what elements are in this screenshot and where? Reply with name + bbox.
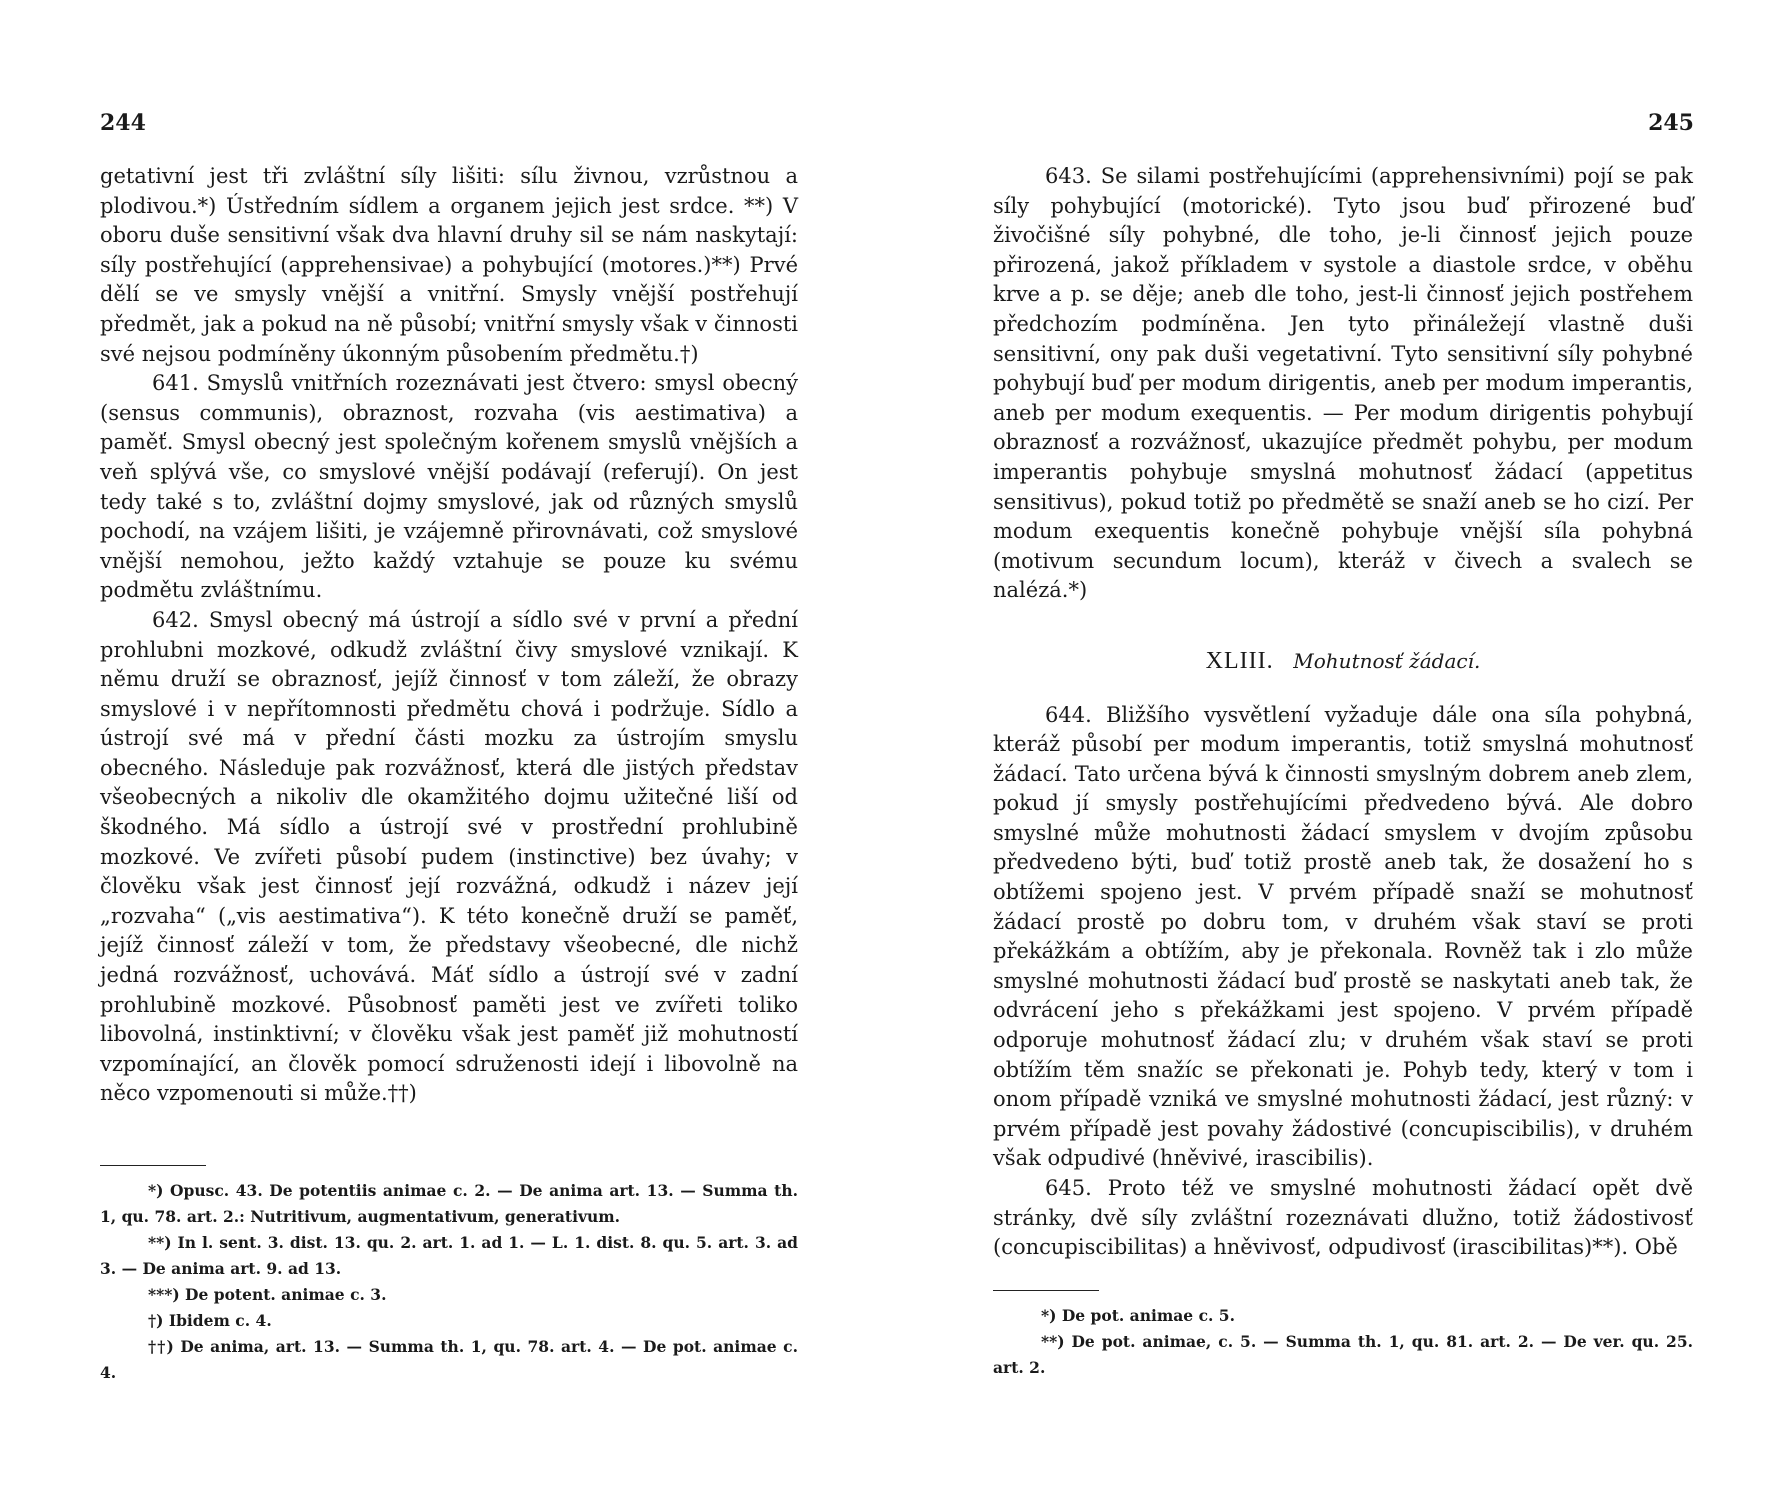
footnotes [100,1178,798,1386]
footnote-rule [100,1165,206,1166]
paragraph-644: 644. Bližšího vysvětlení vyžaduje dále ona síla pohybná, kteráž působí per modum imperantis, totiž smyslná mohutnosť žádací. Tato určena bývá k činnosti smyslným dobrem aneb zlem, pokud jí smysly postřehujícími předvedeno bývá. Ale dobro smyslné může mohutnosti žádací smyslem v dvojím způsobu předvedeno býti, buď totiž prostě aneb tak, že dosažení ho s obtížemi spojeno jest. V prvém případě snaží se mohutnosť žádací prostě po dobru tom, v druhém však staví se proti překážkám a obtížím, aby je překonala. Rovněž tak i zlo může smyslné mohutnosti žádací buď prostě se naskytati aneb tak, že odvrácení jeho s překážkami jest spojeno. V prvém případě odporuje mohutnosť žádací zlu; v druhém však staví se proti obtížím těm snažíc se překonati je. Pohyb tedy, který v tom i onom případě vzniká ve smyslné mohutnosti žádací, jest různý: v prvém případě jest povahy žádostivé (concupiscibilis), v druhém však odpudivé (hněvivé, irascibilis). [993,702,1693,1171]
footnote: **) In l. sent. 3. dist. 13. qu. 2. art. 1. ad 1. — L. 1. dist. 8. qu. 5. art. 3. ad 3. — De anima art. 9. ad 13. [100,1233,798,1278]
paragraph: getativní jest tři zvláštní síly lišiti: sílu živnou, vzrůstnou a plodivou.*) Ústředním sídlem a organem jejich jest srdce. **) V oboru duše sensitivní však dva hlavní druhy sil se nám naskytají: síly postřehující (apprehensivae) a pohybující (motores.)**) Prvé dělí se ve smysly vnější a vnitřní. Smysly vnější postřehují předmět, jak a pokud na ně působí; vnitřní smysly však v činnosti své nejsou podmíněny úkonným působením předmětu.†) [100,164,798,366]
footnote: ***) De potent. animae c. 3. [148,1285,387,1304]
footnote: *) De pot. animae c. 5. [1041,1306,1235,1325]
footnote-rule [993,1290,1099,1291]
paragraph-641: 641. Smyslů vnitřních rozeznávati jest čtvero: smysl obecný (sensus communis), obraznost, rozvaha (vis aestimativa) a paměť. Smysl obecný jest společným kořenem smyslů vnějších a veň splývá vše, co smyslové vnější podávají (referují). On jest tedy také s to, zvláštní dojmy smyslové, jak od různých smyslů pochodí, na vzájem lišiti, je vzájemně přirovnávati, což smyslové vnější nemohou, ježto každý vztahuje se pouze ku svému podmětu zvláštnímu. [100,371,798,603]
footnotes [993,1303,1693,1381]
chapter-title: Mohutnosť žádací. [1293,648,1481,673]
footnote: *) Opusc. 43. De potentiis animae c. 2. — De anima art. 13. — Summa th. 1, qu. 78. art. 2.: Nutritivum, augmentativum, generativum. [100,1181,798,1226]
chapter-heading [993,646,1693,677]
body-text [993,162,1693,1263]
paragraph-643: 643. Se silami postřehujícími (apprehensivními) pojí se pak síly pohybující (motorické). Tyto jsou buď přirozené buď živočišné síly pohybné, dle toho, je-li činnosť jejich pouze přirozená, jakož příkladem v systole a diastole srdce, v oběhu krve a p. se děje; aneb dle toho, jest-li činnosť jejich postřehem předchozím podmíněna. Jen tyto přináležejí vlastně duši sensitivní, ony pak duši vegetativní. Tyto sensitivní síly pohybné pohybují buď per modum dirigentis, aneb per modum imperantis, aneb per modum exequentis. — Per modum dirigentis pohybují obraznosť a rozvážnosť, ukazujíce předmět pohybu, per modum imperantis pohybuje smyslná mohutnosť žádací (appetitus sensitivus), pokud totiž po předmětě se snaží aneb se ho cizí. Per modum exequentis konečně pohybuje vnější síla pohybná (motivum secundum locum), kteráž v čivech a svalech se nalézá.*) [993,164,1693,603]
page-number: 244 [100,110,146,136]
page-number: 245 [1648,110,1694,136]
footnote: ††) De anima, art. 13. — Summa th. 1, qu. 78. art. 4. — De pot. animae c. 4. [100,1337,798,1382]
paragraph-642: 642. Smysl obecný má ústrojí a sídlo své v první a přední prohlubni mozkové, odkudž zvláštní čivy smyslové vznikají. K němu druží se obraznosť, jejíž činnosť v tom záleží, že obrazy smyslové i v nepřítomnosti předmětu chová i podržuje. Sídlo a ústrojí své má v přední části mozku za ústrojím smyslu obecného. Následuje pak rozvážnosť, která dle jistých představ všeobecných a nikoliv dle okamžitého dojmu užitečné liší od škodného. Má sídlo a ústrojí své v prostřední prohlubině mozkové. Ve zvířeti působí pudem (instinctive) bez úvahy; v člověku však jest činnosť její rozvážná, odkudž i název její „rozvaha“ („vis aestimativa“). K této konečně druží se paměť, jejíž činnosť záleží v tom, že představy všeobecné, dle nichž jedná rozvážnosť, uchovává. Máť sídlo a ústrojí své v zadní prohlubině mozkové. Působnosť paměti jest ve zvířeti toliko libovolná, instinktivní; v člověku však jest paměť již mohutností vzpomínající, an člověk pomocí sdruženosti idejí i libovolně na něco vzpomenouti si může.††) [100,607,798,1106]
footnote: **) De pot. animae, c. 5. — Summa th. 1, qu. 81. art. 2. — De ver. qu. 25. art. 2. [993,1332,1693,1377]
chapter-number: XLIII. [1205,647,1274,674]
body-text [100,162,798,1109]
footnote: †) Ibidem c. 4. [148,1311,272,1330]
paragraph-645: 645. Proto též ve smyslné mohutnosti žádací opět dvě stránky, dvě síly zvláštní rozeznávati dlužno, totiž žádostivosť (concupiscibilitas) a hněvivosť, odpudivosť (irascibilitas)**). Obě [993,1176,1693,1260]
right-page [893,0,1786,1500]
